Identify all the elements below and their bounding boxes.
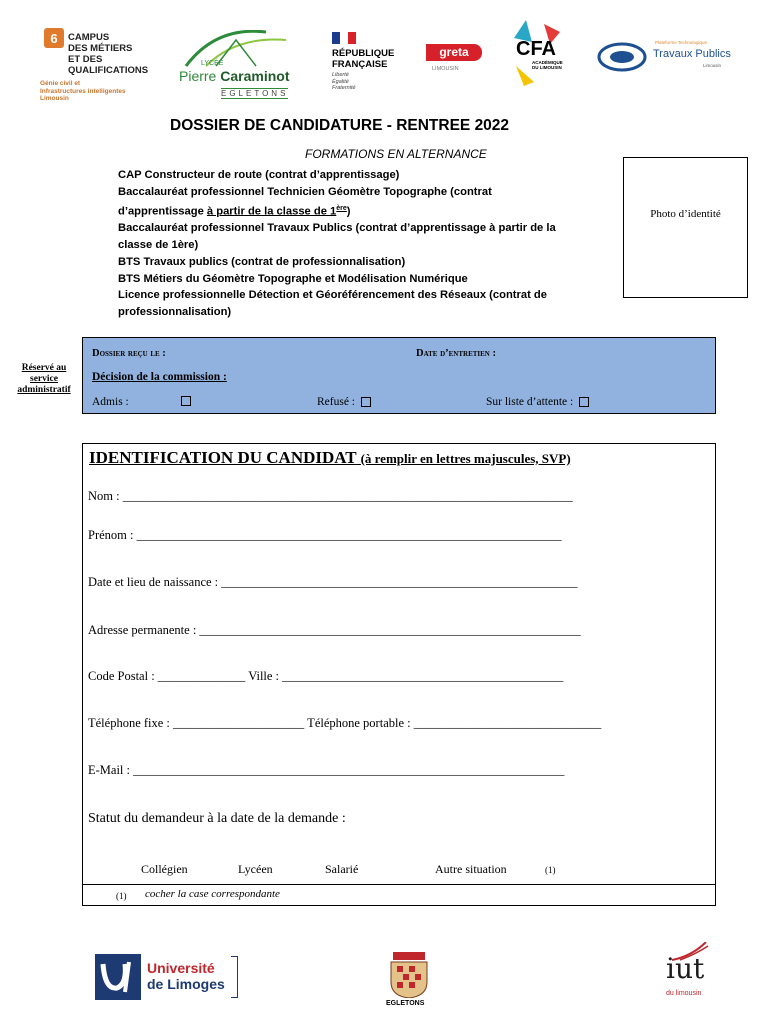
identification-title-text: IDENTIFICATION DU CANDIDAT [89,448,357,467]
attente-label: Sur liste d’attente : [486,396,574,408]
campus-sub-line: Limousin [40,95,69,102]
identification-box [82,443,716,906]
unilim-bracket [231,956,238,998]
option-lyceen[interactable]: Lycéen [238,862,273,876]
unilim-icon [95,954,141,1000]
identification-title [89,448,571,468]
travaux-sub: Limousin [703,63,722,68]
option-salarie[interactable]: Salarié [325,862,359,876]
republique-logo [328,28,408,98]
motto-line: Fraternité [332,85,356,91]
admis-label: Admis : [92,396,129,408]
formation-text-underlined: à partir de la classe de 1 [206,205,337,218]
adresse-field[interactable]: Adresse permanente : _____________________________________________________________ [88,623,581,637]
prenom-field[interactable]: Prénom : ____________________________________________________________________ [88,528,562,542]
lycee-name2: Caraminot [220,68,290,84]
campus-sub-line: Infrastructures intelligentes [40,87,126,95]
travaux-small: Plateforme Technologique [655,40,707,45]
republique-line: FRANÇAISE [332,59,388,70]
svg-text:6: 6 [50,31,58,46]
greta-name: greta [426,44,482,61]
unilim-logo [95,954,240,1002]
unilim-line2: de Limoges [147,976,225,992]
attente-checkbox[interactable] [579,397,589,407]
footer-logos [0,940,770,1010]
lycee-name1: Pierre [179,68,217,84]
formation-item: professionnalisation) [118,306,232,319]
nom-field[interactable]: Nom : ________________________________________________________________________ [88,489,573,503]
republique-line: RÉPUBLIQUE [332,48,395,59]
iut-logo [662,942,712,1002]
formation-item: BTS Travaux publics (contrat de professionnalisation) [118,255,406,268]
cfa-logo [506,18,566,90]
formation-superscript: ère [336,204,347,212]
email-field[interactable]: E-Mail : _____________________________________________________________________ [88,763,565,777]
cfa-sub: ACADÉMIQUE DU LIMOUSIN [532,60,563,70]
option-autre[interactable]: Autre situation [435,862,507,876]
motto-line: Liberté [332,72,349,78]
option-collegien[interactable]: Collégien [141,862,188,876]
formation-item: CAP Constructeur de route (contrat d’apprentissage) [118,169,400,181]
attente-option [486,396,589,408]
refuse-option [317,396,371,408]
dossier-recu-label: Dossier reçu le : [92,348,166,359]
lycee-logo [176,30,321,96]
marianne-icon [332,32,356,44]
motto-line: Égalité [332,78,349,85]
statut-label: Statut du demandeur à la date de la demande : [88,811,346,826]
campus-line: QUALIFICATIONS [68,65,149,76]
unilim-line1: Université [147,960,215,976]
reserve-label: Réservé au service administratif [17,363,71,395]
refuse-checkbox[interactable] [361,397,371,407]
formation-item [118,201,618,221]
lycee-arc-icon [176,30,321,70]
footnote-text: cocher la case correspondante [145,888,280,900]
page-subtitle: FORMATIONS EN ALTERNANCE [305,147,487,161]
formation-item: Baccalauréat professionnel Travaux Publics (contrat d’apprentissage à partir de la [118,222,556,235]
formation-item: classe de 1ère) [118,238,199,251]
campus-sub-line: Génie civil et [40,80,81,87]
header-logos [38,18,738,108]
page-title: DOSSIER DE CANDIDATURE - RENTREE 2022 [170,117,510,134]
campus-logo [38,18,178,106]
campus-line: CAMPUS [68,32,110,43]
photo-box[interactable] [623,157,748,298]
cfa-name: CFA [516,38,556,60]
egletons-label: EGLETONS [386,1000,425,1007]
egletons-crest-icon [387,952,431,998]
campus-icon [44,28,66,50]
date-entretien-label: Date d’entretien : [416,348,496,359]
option-autre-ref: (1) [545,865,556,875]
identification-title-note: (à remplir en lettres majuscules, SVP) [360,451,571,466]
admis-checkbox[interactable] [181,396,191,406]
campus-line: DES MÉTIERS [68,43,133,54]
formation-text: d’apprentissage [118,205,207,218]
formation-item: BTS Métiers du Géomètre Topographe et Modélisation Numérique [118,272,468,285]
admis-option [92,396,129,408]
photo-label: Photo d’identité [650,208,721,220]
formation-text: ) [346,205,351,218]
ellipse-icon [597,42,647,72]
iut-name: iut [666,952,705,985]
formations-list [118,167,618,321]
greta-logo [422,44,490,78]
greta-sub: LIMOUSIN [432,66,459,72]
footnote-divider [83,884,715,885]
iut-sub: du limousin [666,990,702,997]
refuse-label: Refusé : [317,396,356,408]
decision-label: Décision de la commission : [92,371,227,383]
formation-item: Licence professionnelle Détection et Géoréférencement des Réseaux (contrat de [118,289,547,302]
travaux-publics-logo [593,36,738,86]
campus-line: ET DES [68,54,103,65]
code-postal-ville-field[interactable]: Code Postal : ______________ Ville : _____________________________________________ [88,669,564,683]
formation-item: Baccalauréat professionnel Technicien Géomètre Topographe (contrat [118,185,492,198]
travaux-name: Travaux Publics [653,48,731,60]
telephone-field[interactable]: Téléphone fixe : _____________________ Téléphone portable : ______________________________ [88,716,602,730]
egletons-logo [384,952,434,1010]
admin-box [82,337,716,414]
lycee-town: EGLETONS [221,89,289,98]
naissance-field[interactable]: Date et lieu de naissance : _________________________________________________________ [88,575,578,589]
footnote-number: (1) [116,891,127,901]
lycee-small: LYCÉE [201,60,224,67]
